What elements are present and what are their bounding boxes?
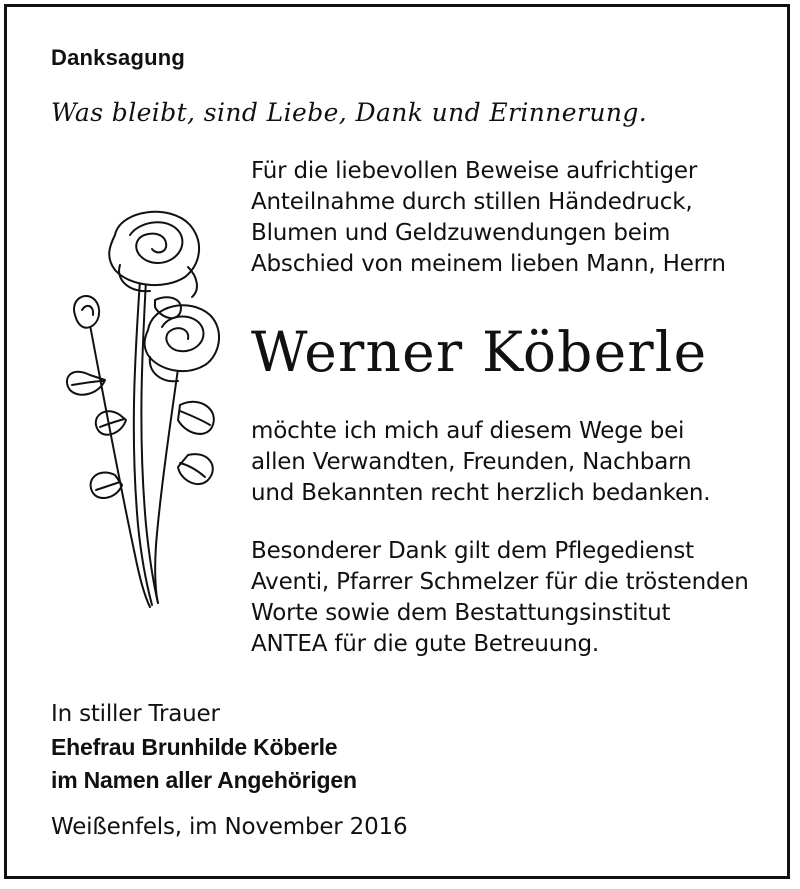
intro-line: Für die liebevollen Beweise aufrichtiger xyxy=(251,158,698,184)
special-line: Besonderer Dank gilt dem Pflegedienst xyxy=(251,538,694,564)
mourning-line: In stiller Trauer xyxy=(51,701,220,727)
special-line: ANTEA für die gute Betreuung. xyxy=(251,631,600,657)
intro-line: Anteilnahme durch stillen Händedruck, xyxy=(251,189,693,215)
family-line: im Namen aller Angehörigen xyxy=(51,767,357,793)
special-line: Worte sowie dem Bestattungsinstitut xyxy=(251,600,671,626)
intro-line: Blumen und Geldzuwendungen beim xyxy=(251,220,671,246)
thanks-line: und Bekannten recht herzlich bedanken. xyxy=(251,480,711,506)
roses-illustration xyxy=(60,205,235,610)
motto-line: Was bleibt, sind Liebe, Dank und Erinnerung. xyxy=(51,98,648,127)
deceased-name: Werner Köberle xyxy=(251,320,708,384)
closing-block xyxy=(51,698,357,797)
thanks-line: möchte ich mich auf diesem Wege bei xyxy=(251,418,685,444)
intro-paragraph xyxy=(251,156,726,280)
notice-heading: Danksagung xyxy=(51,45,186,70)
signer-name: Ehefrau Brunhilde Köberle xyxy=(51,734,338,760)
special-thanks-paragraph xyxy=(251,536,749,660)
thanks-paragraph xyxy=(251,416,710,509)
thanks-line: allen Verwandten, Freunden, Nachbarn xyxy=(251,449,692,475)
place-date: Weißenfels, im November 2016 xyxy=(51,814,408,840)
special-line: Aventi, Pfarrer Schmelzer für die tröstenden xyxy=(251,569,749,595)
intro-line: Abschied von meinem lieben Mann, Herrn xyxy=(251,251,726,277)
